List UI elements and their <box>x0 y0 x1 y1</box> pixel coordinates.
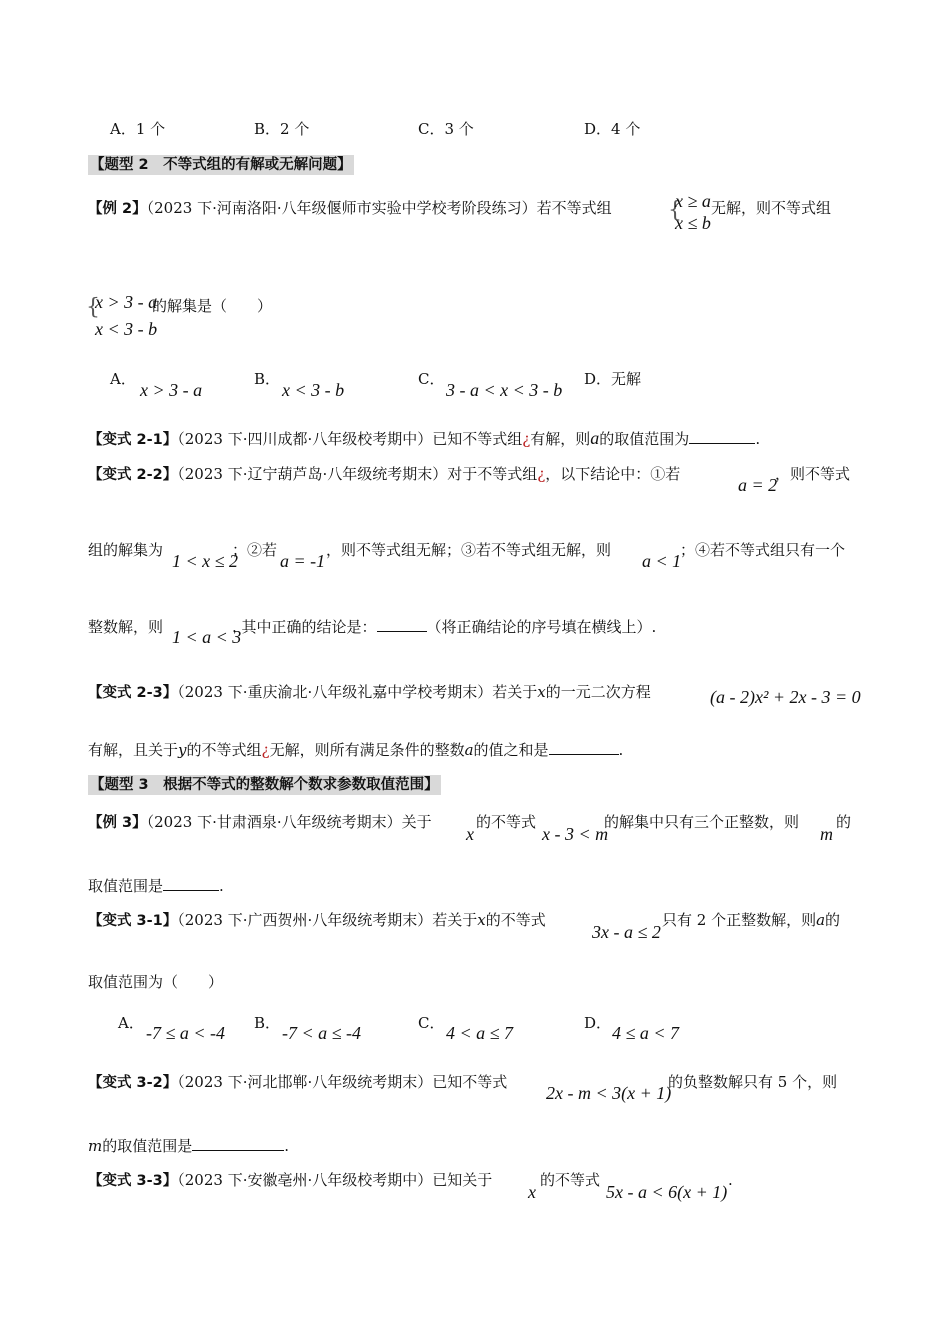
variant-3-1-line2: 取值范围为（ ） <box>88 973 224 991</box>
math: 2x - m < 3(x + 1) <box>546 1083 672 1103</box>
answer-blank[interactable] <box>689 429 755 444</box>
variant-3-2-line2: m的取值范围是 . <box>88 1137 290 1155</box>
option-c: C．3 个 <box>418 120 474 138</box>
variant-2-2-line3: 整数解，则 <box>88 618 164 636</box>
variant-tag: 【变式 2-1】 <box>88 432 178 448</box>
end: . <box>755 430 761 448</box>
option-b-math: x < 3 - b <box>282 380 345 400</box>
text: ；④若不等式组只有一个 <box>680 541 846 559</box>
option-b: B． <box>254 1014 281 1032</box>
answer-blank[interactable] <box>192 1136 284 1151</box>
option-a-math: x > 3 - a <box>140 380 203 400</box>
math: 3x - a ≤ 2 <box>592 922 661 942</box>
option-c: C． <box>418 1014 445 1032</box>
text: 的取值范围为 <box>599 430 690 448</box>
variant-2-3-line2: 有解，且关于y的不等式组¿无解，则所有满足条件的整数a的值之和是 . <box>88 741 624 759</box>
glyph: ¿ <box>261 741 270 759</box>
variant-2-1 <box>88 428 760 450</box>
example-2-line <box>88 198 612 219</box>
option-a: A． <box>118 1014 144 1032</box>
source-text: （2023 下·辽宁葫芦岛·八年级统考期末）对于不等式组 <box>177 465 538 483</box>
system-line: x ≤ b <box>675 213 711 233</box>
var-x: x <box>466 824 474 844</box>
option-b-math: -7 < a ≤ -4 <box>282 1023 362 1043</box>
answer-blank[interactable] <box>549 740 619 755</box>
text: . 其中正确的结论是： （将正确结论的序号填在横线上）. <box>232 618 657 636</box>
section-heading-2: 【题型 2 不等式组的有解或无解问题】 <box>90 157 352 173</box>
example-source: （2023 下·河南洛阳·八年级偃师市实验中学校考阶段练习）若不等式组 <box>146 199 612 217</box>
section-heading-3: 【题型 3 根据不等式的整数解个数求参数取值范围】 <box>90 777 439 793</box>
system-line: x < 3 - b <box>95 319 158 339</box>
text: 的 <box>836 813 852 831</box>
var-a: a <box>590 428 600 448</box>
text: ；②若 <box>232 541 278 559</box>
source-text: （2023 下·四川成都·八年级校考期中）已知不等式组 <box>177 430 523 448</box>
math: 1 < x ≤ 2 <box>172 551 239 571</box>
option-c: C． <box>418 370 445 388</box>
variant-2-2-line2: 组的解集为 <box>88 541 164 559</box>
text: . <box>728 1171 733 1189</box>
text: ，则不等式 <box>775 465 851 483</box>
brace-icon: { <box>668 198 682 223</box>
example-2-tail: 无解，则不等式组 <box>711 199 832 217</box>
variant-3-2: 【变式 3-2】（2023 下·河北邯郸·八年级统考期末）已知不等式 <box>88 1073 508 1091</box>
math: a = 2 <box>738 475 778 495</box>
example-3-line: 【例 3】（2023 下·甘肃酒泉·八年级统考期末）关于 <box>88 813 432 831</box>
option-a: A． <box>110 370 136 388</box>
variant-tag: 【变式 2-3】 <box>88 685 178 701</box>
option-a-math: -7 ≤ a < -4 <box>146 1023 226 1043</box>
variant-tag: 【变式 2-2】 <box>88 467 178 483</box>
option-c-math: 3 - a < x < 3 - b <box>446 380 563 400</box>
text: 的负整数解只有 5 个，则 <box>668 1073 838 1091</box>
glyph: ¿ <box>537 465 546 483</box>
option-b: B． <box>254 370 281 388</box>
var-m: m <box>820 824 833 844</box>
variant-2-3: 【变式 2-3】（2023 下·重庆渝北·八年级礼嘉中学校考期末）若关于x的一元二次方程 <box>88 683 651 701</box>
option-b: B．2 个 <box>254 120 310 138</box>
math: a < 1 <box>642 551 682 571</box>
option-a: A．1 个 <box>110 120 166 138</box>
math: 5x - a < 6(x + 1) <box>606 1182 728 1202</box>
option-d: D．4 个 <box>584 120 641 138</box>
example-3-line2: 取值范围是 . <box>88 877 224 895</box>
option-d: D． <box>584 1014 612 1032</box>
option-d: D．无解 <box>584 370 642 388</box>
var-x: x <box>528 1182 536 1202</box>
text: ，以下结论中：①若 <box>545 465 681 483</box>
math: 1 < a < 3 <box>172 627 242 647</box>
variant-3-1: 【变式 3-1】（2023 下·广西贺州·八年级统考期末）若关于x的不等式 <box>88 911 546 929</box>
text: 只有 2 个正整数解，则a的 <box>662 911 841 929</box>
text: 的不等式 <box>476 813 537 831</box>
system-line: x > 3 - a <box>95 292 158 312</box>
text: 有解，则 <box>530 430 591 448</box>
answer-blank[interactable] <box>163 876 219 891</box>
glyph: ¿ <box>522 430 531 448</box>
system-tail: 的解集是（ ） <box>152 297 273 315</box>
math: x - 3 < m <box>542 824 609 844</box>
brace-icon: { <box>86 295 100 320</box>
variant-3-3: 【变式 3-3】（2023 下·安徽亳州·八年级校考期中）已知关于 <box>88 1171 493 1189</box>
example-tag: 【例 2】 <box>88 201 147 217</box>
source-text: （2023 下·重庆渝北·八年级礼嘉中学校考期末）若关于 <box>177 683 538 701</box>
option-d-math: 4 ≤ a < 7 <box>612 1023 680 1043</box>
text: 的解集中只有三个正整数，则 <box>604 813 800 831</box>
text: 的不等式 <box>540 1171 601 1189</box>
text: ，则不等式组无解；③若不等式组无解，则 <box>326 541 612 559</box>
option-c-math: 4 < a ≤ 7 <box>446 1023 514 1043</box>
system-line: x ≥ a <box>675 191 711 211</box>
variant-2-2 <box>88 464 680 485</box>
math: a = -1 <box>280 551 326 571</box>
answer-blank[interactable] <box>377 617 427 632</box>
equation: (a - 2)x² + 2x - 3 = 0 <box>710 687 861 707</box>
